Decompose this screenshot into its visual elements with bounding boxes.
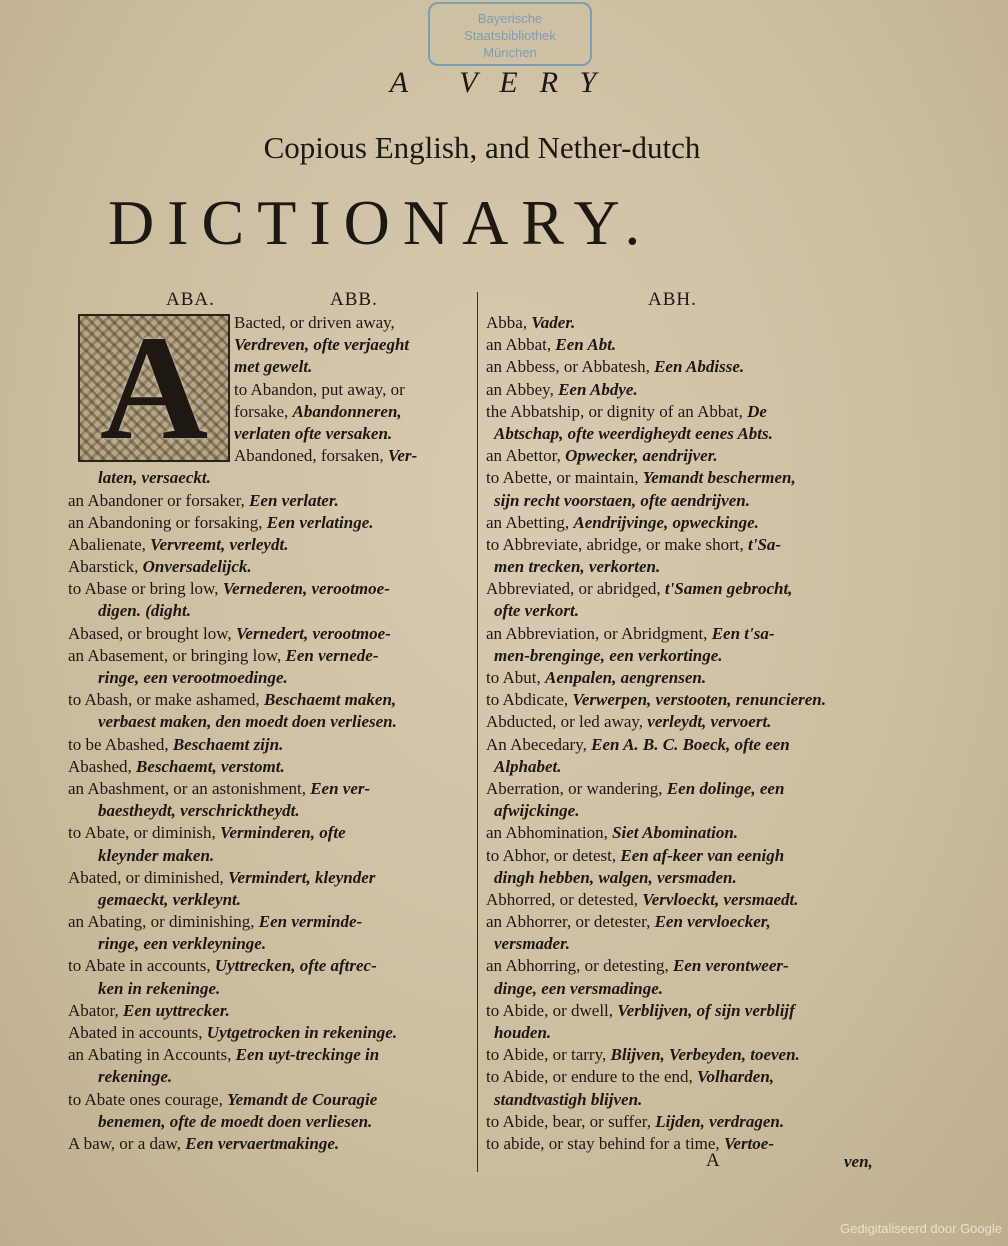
dictionary-line bbox=[486, 978, 886, 1000]
left-column bbox=[68, 305, 470, 1155]
dutch-translation: rekeninge. bbox=[98, 1067, 173, 1087]
english-entry: an Abetting, bbox=[486, 512, 574, 532]
dutch-translation: laten, versaeckt. bbox=[98, 468, 211, 488]
dictionary-line bbox=[486, 534, 886, 556]
running-head-aba: ABA. bbox=[166, 289, 215, 310]
english-entry: an Abandoning or forsaking, bbox=[68, 512, 267, 532]
english-entry: Abashed, bbox=[68, 756, 136, 776]
english-entry: Abba, bbox=[486, 313, 532, 332]
title-line-2: Copious English, and Nether-dutch bbox=[263, 130, 701, 165]
english-entry: an Abating, or diminishing, bbox=[68, 912, 259, 932]
dictionary-line bbox=[68, 423, 470, 445]
dictionary-line bbox=[68, 356, 470, 378]
dictionary-line bbox=[486, 800, 886, 822]
dictionary-line bbox=[68, 1111, 470, 1133]
dutch-translation: Uyttrecken, ofte aftrec- bbox=[214, 956, 377, 976]
dutch-translation: Abtschap, ofte weerdigheydt eenes Abts. bbox=[494, 423, 773, 443]
dutch-translation: houden. bbox=[494, 1023, 552, 1042]
dutch-translation: Verblijven, of sijn verblijf bbox=[617, 1000, 795, 1020]
dutch-translation: Beschaemt maken, bbox=[263, 690, 397, 710]
english-entry: to Abdicate, bbox=[486, 690, 573, 710]
dictionary-line bbox=[68, 800, 470, 822]
dutch-translation: Een dolinge, een bbox=[666, 778, 785, 798]
english-entry: to Abase or bring low, bbox=[68, 579, 223, 599]
english-entry: forsake, bbox=[234, 401, 293, 421]
dutch-translation: Een A. B. C. Boeck, ofte een bbox=[591, 734, 790, 754]
dictionary-line bbox=[68, 978, 470, 1000]
english-entry: an Abbreviation, or Abridgment, bbox=[486, 623, 712, 643]
dutch-translation: Onversadelijck. bbox=[142, 557, 252, 577]
title-dictionary: DICTIONARY. bbox=[108, 187, 654, 258]
dictionary-line bbox=[68, 778, 470, 800]
dutch-translation: verleydt, vervoert. bbox=[647, 712, 772, 732]
catchword: ven, bbox=[844, 1152, 873, 1171]
english-entry: to Abandon, put away, or bbox=[234, 379, 405, 399]
dictionary-line bbox=[486, 334, 886, 356]
dictionary-line bbox=[68, 667, 470, 689]
dutch-translation: Blijven, Verbeyden, toeven. bbox=[610, 1045, 800, 1065]
dictionary-line bbox=[486, 889, 886, 911]
dutch-translation: afwijckinge. bbox=[494, 801, 580, 821]
dictionary-line bbox=[486, 356, 886, 378]
initial-letter: A bbox=[99, 305, 209, 471]
dictionary-line bbox=[486, 778, 886, 800]
dictionary-line bbox=[68, 600, 470, 622]
running-head-abb: ABB. bbox=[330, 289, 378, 310]
dictionary-line bbox=[486, 734, 886, 756]
dictionary-line bbox=[68, 534, 470, 556]
running-head-abh: ABH. bbox=[648, 289, 697, 310]
english-entry: an Abasement, or bringing low, bbox=[68, 645, 286, 665]
dictionary-line bbox=[68, 734, 470, 756]
dutch-translation: Vermindert, kleynder bbox=[228, 867, 376, 887]
dutch-translation: Een Abdye. bbox=[558, 379, 638, 399]
dutch-translation: men-brenginge, een verkortinge. bbox=[494, 645, 723, 665]
dictionary-line bbox=[486, 911, 886, 933]
dictionary-line bbox=[486, 1044, 886, 1066]
dictionary-line bbox=[486, 711, 886, 733]
dutch-translation: Een ver- bbox=[310, 778, 371, 798]
dictionary-line bbox=[486, 955, 886, 977]
dutch-translation: Abandonneren, bbox=[292, 401, 402, 421]
dictionary-line bbox=[486, 689, 886, 711]
english-entry: an Abbat, bbox=[486, 335, 556, 355]
dictionary-line bbox=[486, 556, 886, 578]
dutch-translation: ringe, een verkleyninge. bbox=[98, 934, 267, 954]
english-entry: to Abut, bbox=[486, 668, 546, 687]
english-entry: to Abette, or maintain, bbox=[486, 468, 643, 488]
dictionary-line bbox=[486, 1022, 886, 1044]
english-entry: to abide, or stay behind for a time, bbox=[486, 1133, 724, 1153]
dutch-translation: Yemandt de Couragie bbox=[227, 1089, 378, 1109]
dutch-translation: ringe, een verootmoedinge. bbox=[98, 668, 288, 687]
dictionary-line bbox=[68, 467, 470, 489]
dictionary-line bbox=[68, 1000, 470, 1022]
english-entry: to Abate ones courage, bbox=[68, 1089, 228, 1109]
dutch-translation: Volharden, bbox=[697, 1067, 775, 1087]
english-entry: to Abide, bear, or suffer, bbox=[486, 1111, 656, 1131]
dictionary-line bbox=[486, 578, 886, 600]
dutch-translation: Verdreven, ofte verjaeght bbox=[234, 335, 410, 355]
english-entry: an Abashment, or an astonishment, bbox=[68, 778, 311, 798]
english-entry: an Abandoner or forsaker, bbox=[68, 490, 250, 510]
dictionary-line bbox=[68, 1044, 470, 1066]
dutch-translation: Verwerpen, verstooten, renuncieren. bbox=[572, 690, 826, 710]
dictionary-line bbox=[486, 1133, 886, 1155]
dictionary-line bbox=[68, 556, 470, 578]
dutch-translation: Vervloeckt, versmaedt. bbox=[642, 889, 799, 909]
english-entry: an Abettor, bbox=[486, 446, 566, 466]
dutch-translation: verbaest maken, den moedt doen verliesen. bbox=[98, 712, 397, 732]
english-entry: Abated in accounts, bbox=[68, 1023, 207, 1042]
dictionary-line bbox=[486, 600, 886, 622]
dictionary-line bbox=[68, 867, 470, 889]
dictionary-line bbox=[68, 689, 470, 711]
dutch-translation: dingh hebben, walgen, versmaden. bbox=[494, 867, 737, 887]
english-entry: to Abate in accounts, bbox=[68, 956, 215, 976]
dutch-translation: Uytgetrocken in rekeninge. bbox=[206, 1023, 398, 1042]
english-entry: Aberration, or wandering, bbox=[486, 778, 667, 798]
dutch-translation: Vertoe- bbox=[723, 1133, 774, 1153]
dutch-translation: Een verminde- bbox=[258, 912, 363, 932]
dictionary-line bbox=[486, 1089, 886, 1111]
dutch-translation: Aendrijvinge, opweckinge. bbox=[573, 512, 759, 532]
dictionary-line bbox=[486, 867, 886, 889]
english-entry: an Abhorring, or detesting, bbox=[486, 956, 673, 976]
dictionary-line bbox=[486, 667, 886, 689]
english-entry: Abator, bbox=[68, 1000, 124, 1020]
stamp-line-3: München bbox=[483, 45, 537, 60]
dictionary-line bbox=[486, 401, 886, 423]
english-entry: an Abating in Accounts, bbox=[68, 1045, 236, 1065]
stamp-line-2: Staatsbibliothek bbox=[464, 28, 556, 43]
dictionary-line bbox=[486, 933, 886, 955]
english-entry: Abarstick, bbox=[68, 557, 143, 577]
dutch-translation: gemaeckt, verkleynt. bbox=[98, 889, 242, 909]
dutch-translation: Opwecker, aendrijver. bbox=[565, 446, 718, 466]
english-entry: to Abide, or endure to the end, bbox=[486, 1067, 698, 1087]
english-entry: Abducted, or led away, bbox=[486, 712, 648, 732]
dutch-translation: Een verontweer- bbox=[672, 956, 789, 976]
dutch-translation: Een vernede- bbox=[285, 645, 379, 665]
dictionary-line bbox=[68, 911, 470, 933]
dutch-translation: ken in rekeninge. bbox=[98, 978, 221, 998]
dutch-translation: Lijden, verdragen. bbox=[655, 1111, 785, 1131]
dutch-translation: ofte verkort. bbox=[494, 601, 579, 621]
dictionary-line bbox=[486, 1066, 886, 1088]
dutch-translation: De bbox=[747, 401, 767, 421]
right-column bbox=[486, 312, 886, 1155]
english-entry: An Abecedary, bbox=[486, 734, 592, 754]
library-stamp bbox=[428, 2, 592, 66]
dutch-translation: met gewelt. bbox=[234, 357, 313, 377]
dutch-translation: Een vervaertmakinge. bbox=[185, 1133, 340, 1153]
dutch-translation: Een Abdisse. bbox=[654, 357, 745, 377]
english-entry: an Abbess, or Abbatesh, bbox=[486, 357, 655, 377]
dutch-translation: t'Sa- bbox=[748, 534, 782, 554]
english-entry: Abandoned, forsaken, bbox=[234, 446, 388, 466]
dutch-translation: Een t'sa- bbox=[711, 623, 775, 643]
dutch-translation: Een uyt-treckinge in bbox=[235, 1045, 380, 1065]
dutch-translation: Een af-keer van eenigh bbox=[620, 845, 785, 865]
dutch-translation: t'Samen gebrocht, bbox=[664, 579, 793, 599]
dictionary-line bbox=[486, 467, 886, 489]
dutch-translation: Siet Abomination. bbox=[612, 823, 739, 843]
dutch-translation: Vernederen, verootmoe- bbox=[222, 579, 390, 599]
english-entry: an Abhomination, bbox=[486, 823, 613, 843]
dictionary-line bbox=[68, 1066, 470, 1088]
english-entry: Abbreviated, or abridged, bbox=[486, 579, 665, 599]
signature-mark: A bbox=[706, 1150, 720, 1171]
english-entry: Abased, or brought low, bbox=[68, 623, 236, 643]
english-entry: to Abhor, or detest, bbox=[486, 845, 621, 865]
dictionary-line bbox=[68, 1022, 470, 1044]
english-entry: Abhorred, or detested, bbox=[486, 889, 643, 909]
dutch-translation: men trecken, verkorten. bbox=[494, 557, 661, 577]
dictionary-line bbox=[68, 578, 470, 600]
dictionary-line bbox=[486, 845, 886, 867]
english-entry: an Abhorrer, or detester, bbox=[486, 912, 655, 932]
dutch-translation: Yemandt beschermen, bbox=[642, 468, 796, 488]
dictionary-line bbox=[68, 445, 470, 467]
dictionary-line bbox=[486, 490, 886, 512]
dictionary-line bbox=[68, 1133, 470, 1155]
dutch-translation: Beschaemt, verstomt. bbox=[135, 756, 285, 776]
dutch-translation: Beschaemt zijn. bbox=[172, 734, 284, 754]
dictionary-line bbox=[68, 756, 470, 778]
dictionary-line bbox=[68, 401, 470, 423]
english-entry: the Abbatship, or dignity of an Abbat, bbox=[486, 401, 748, 421]
dictionary-line bbox=[486, 645, 886, 667]
stamp-line-1: Bayerische bbox=[477, 11, 543, 26]
dutch-translation: verlaten ofte versaken. bbox=[234, 423, 393, 443]
dutch-translation: baestheydt, verschricktheydt. bbox=[98, 801, 300, 821]
digitization-watermark: Gedigitaliseerd door Google bbox=[840, 1221, 1002, 1236]
english-entry: to Abide, or tarry, bbox=[486, 1045, 611, 1065]
dictionary-line bbox=[68, 822, 470, 844]
dictionary-line bbox=[68, 933, 470, 955]
title-line-1: A VERY bbox=[389, 66, 619, 99]
english-entry: Abalienate, bbox=[68, 534, 151, 554]
dutch-translation: dinge, een versmadinge. bbox=[494, 978, 664, 998]
dutch-translation: Aenpalen, aengrensen. bbox=[545, 668, 707, 687]
dictionary-line bbox=[68, 623, 470, 645]
english-entry: to Abash, or make ashamed, bbox=[68, 690, 264, 710]
column-divider bbox=[477, 292, 478, 1172]
dictionary-line bbox=[68, 490, 470, 512]
english-entry: to Abbreviate, abridge, or make short, bbox=[486, 534, 749, 554]
dutch-translation: digen. (dight. bbox=[98, 601, 192, 621]
dictionary-line bbox=[68, 1089, 470, 1111]
dutch-translation: Verminderen, ofte bbox=[220, 823, 346, 843]
dictionary-line bbox=[68, 512, 470, 534]
dictionary-line bbox=[486, 1000, 886, 1022]
dictionary-line bbox=[486, 1111, 886, 1133]
dictionary-line bbox=[486, 756, 886, 778]
dictionary-line bbox=[68, 645, 470, 667]
dictionary-line bbox=[68, 312, 470, 334]
dictionary-line bbox=[68, 711, 470, 733]
dictionary-line bbox=[486, 822, 886, 844]
dutch-translation: versmader. bbox=[494, 934, 571, 954]
dictionary-line bbox=[486, 445, 886, 467]
dutch-translation: Een vervloecker, bbox=[654, 912, 771, 932]
dictionary-line bbox=[486, 312, 886, 334]
dutch-translation: standtvastigh blijven. bbox=[494, 1089, 643, 1109]
dictionary-line bbox=[68, 379, 470, 401]
english-entry: to Abate, or diminish, bbox=[68, 823, 221, 843]
dictionary-line bbox=[486, 512, 886, 534]
english-entry: Bacted, or driven away, bbox=[234, 313, 395, 332]
dutch-translation: kleynder maken. bbox=[98, 845, 215, 865]
english-entry: A baw, or a daw, bbox=[68, 1133, 186, 1153]
dictionary-line bbox=[68, 334, 470, 356]
dictionary-line bbox=[68, 889, 470, 911]
english-entry: an Abbey, bbox=[486, 379, 559, 399]
dutch-translation: Een Abt. bbox=[555, 335, 617, 355]
dictionary-line bbox=[68, 845, 470, 867]
dutch-translation: Een uyttrecker. bbox=[123, 1000, 230, 1020]
dutch-translation: Vervreemt, verleydt. bbox=[150, 534, 289, 554]
english-entry: to Abide, or dwell, bbox=[486, 1000, 618, 1020]
english-entry: to be Abashed, bbox=[68, 734, 173, 754]
dutch-translation: sijn recht voorstaen, ofte aendrijven. bbox=[494, 490, 750, 510]
dutch-translation: benemen, ofte de moedt doen verliesen. bbox=[98, 1111, 373, 1131]
dutch-translation: Een verlatinge. bbox=[266, 512, 374, 532]
dutch-translation: Alphabet. bbox=[494, 756, 562, 776]
dictionary-line bbox=[68, 955, 470, 977]
dictionary-line bbox=[486, 623, 886, 645]
dutch-translation: Vader. bbox=[531, 313, 576, 332]
dutch-translation: Ver- bbox=[387, 446, 418, 466]
dictionary-line bbox=[486, 423, 886, 445]
dictionary-line bbox=[486, 379, 886, 401]
dutch-translation: Vernedert, verootmoe- bbox=[235, 623, 391, 643]
dutch-translation: Een verlater. bbox=[249, 490, 339, 510]
english-entry: Abated, or diminished, bbox=[68, 867, 229, 887]
